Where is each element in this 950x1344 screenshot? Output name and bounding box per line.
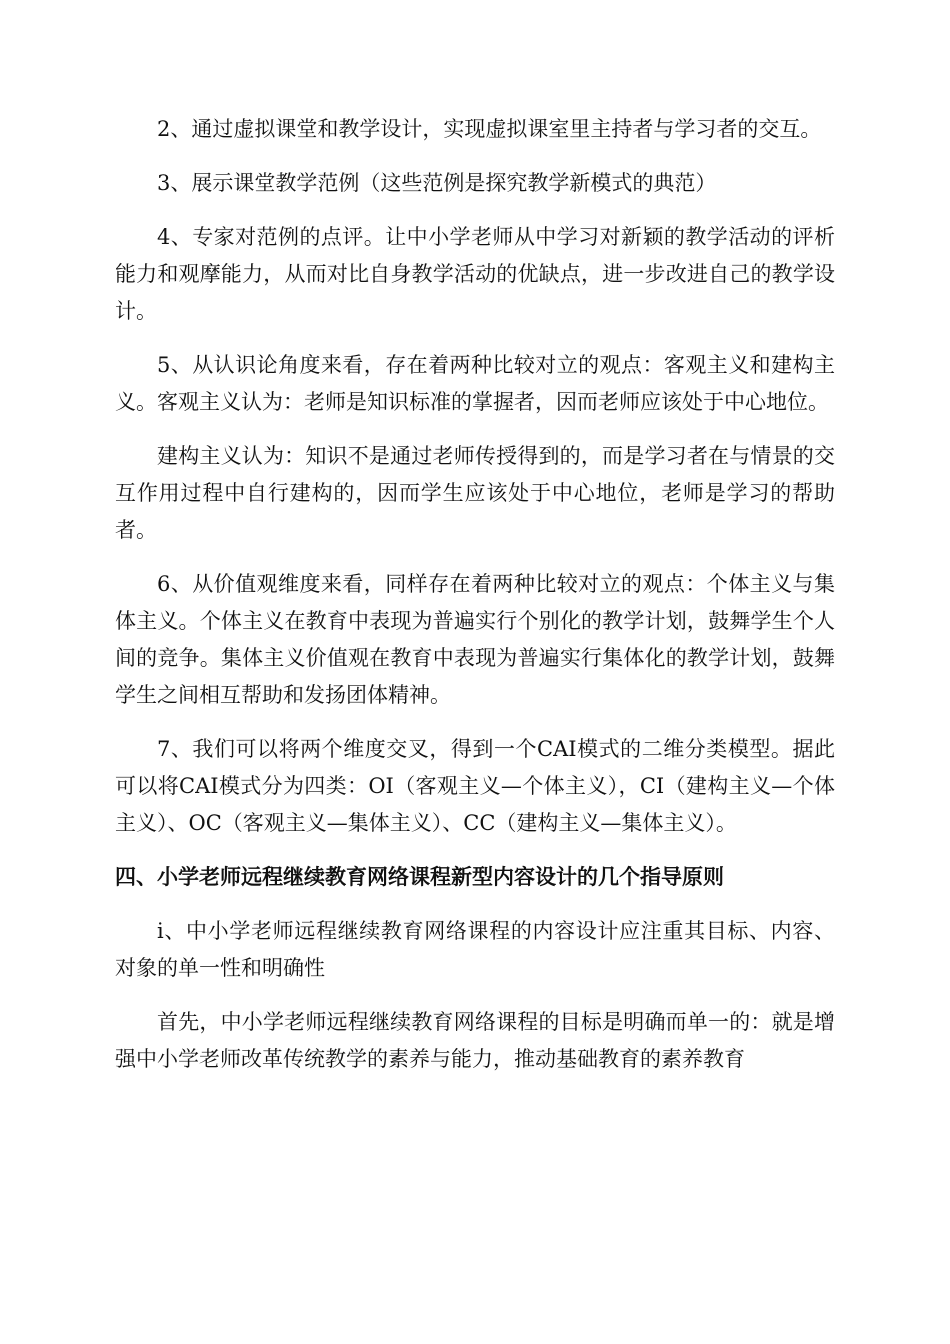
document-body: [115, 111, 835, 1095]
paragraph-item-6: 6、从价值观维度来看，同样存在着两种比较对立的观点：个体主义与集体主义。个体主义在教育中表现为普遍实行个别化的教学计划，鼓舞学生个人间的竞争。集体主义价值观在教育中表现为普遍实行集体化的教学计划，鼓舞学生之间相互帮助和发扬团体精神。: [115, 572, 835, 707]
paragraph-item-2: 2、通过虚拟课堂和教学设计，实现虚拟课室里主持者与学习者的交互。: [157, 117, 822, 141]
paragraph-principle-1: i、中小学老师远程继续教育网络课程的内容设计应注重其目标、内容、对象的单一性和明确性: [115, 919, 835, 980]
section-heading: 四、小学老师远程继续教育网络课程新型内容设计的几个指导原则: [115, 865, 724, 889]
paragraph-constructivism: 建构主义认为：知识不是通过老师传授得到的，而是学习者在与情景的交互作用过程中自行建构的，因而学生应该处于中心地位，老师是学习的帮助者。: [115, 444, 835, 542]
paragraph-item-3: 3、展示课堂教学范例（这些范例是探究教学新模式的典范）: [157, 171, 717, 195]
paragraph-item-4: 4、专家对范例的点评。让中小学老师从中学习对新颖的教学活动的评析能力和观摩能力，从而对比自身教学活动的优缺点，进一步改进自己的教学设计。: [115, 225, 835, 323]
paragraph-item-7: 7、我们可以将两个维度交叉，得到一个CAI模式的二维分类模型。据此可以将CAI模式分为四类：OI（客观主义—个体主义），CI（建构主义—个体主义）、OC（客观主义—集体主义）、CC（建构主义—集体主义）。: [115, 737, 835, 835]
paragraph-first: 首先，中小学老师远程继续教育网络课程的目标是明确而单一的：就是增强中小学老师改革传统教学的素养与能力，推动基础教育的素养教育: [115, 1010, 835, 1071]
paragraph-item-5: 5、从认识论角度来看，存在着两种比较对立的观点：客观主义和建构主义。客观主义认为：老师是知识标准的掌握者，因而老师应该处于中心地位。: [115, 353, 835, 414]
